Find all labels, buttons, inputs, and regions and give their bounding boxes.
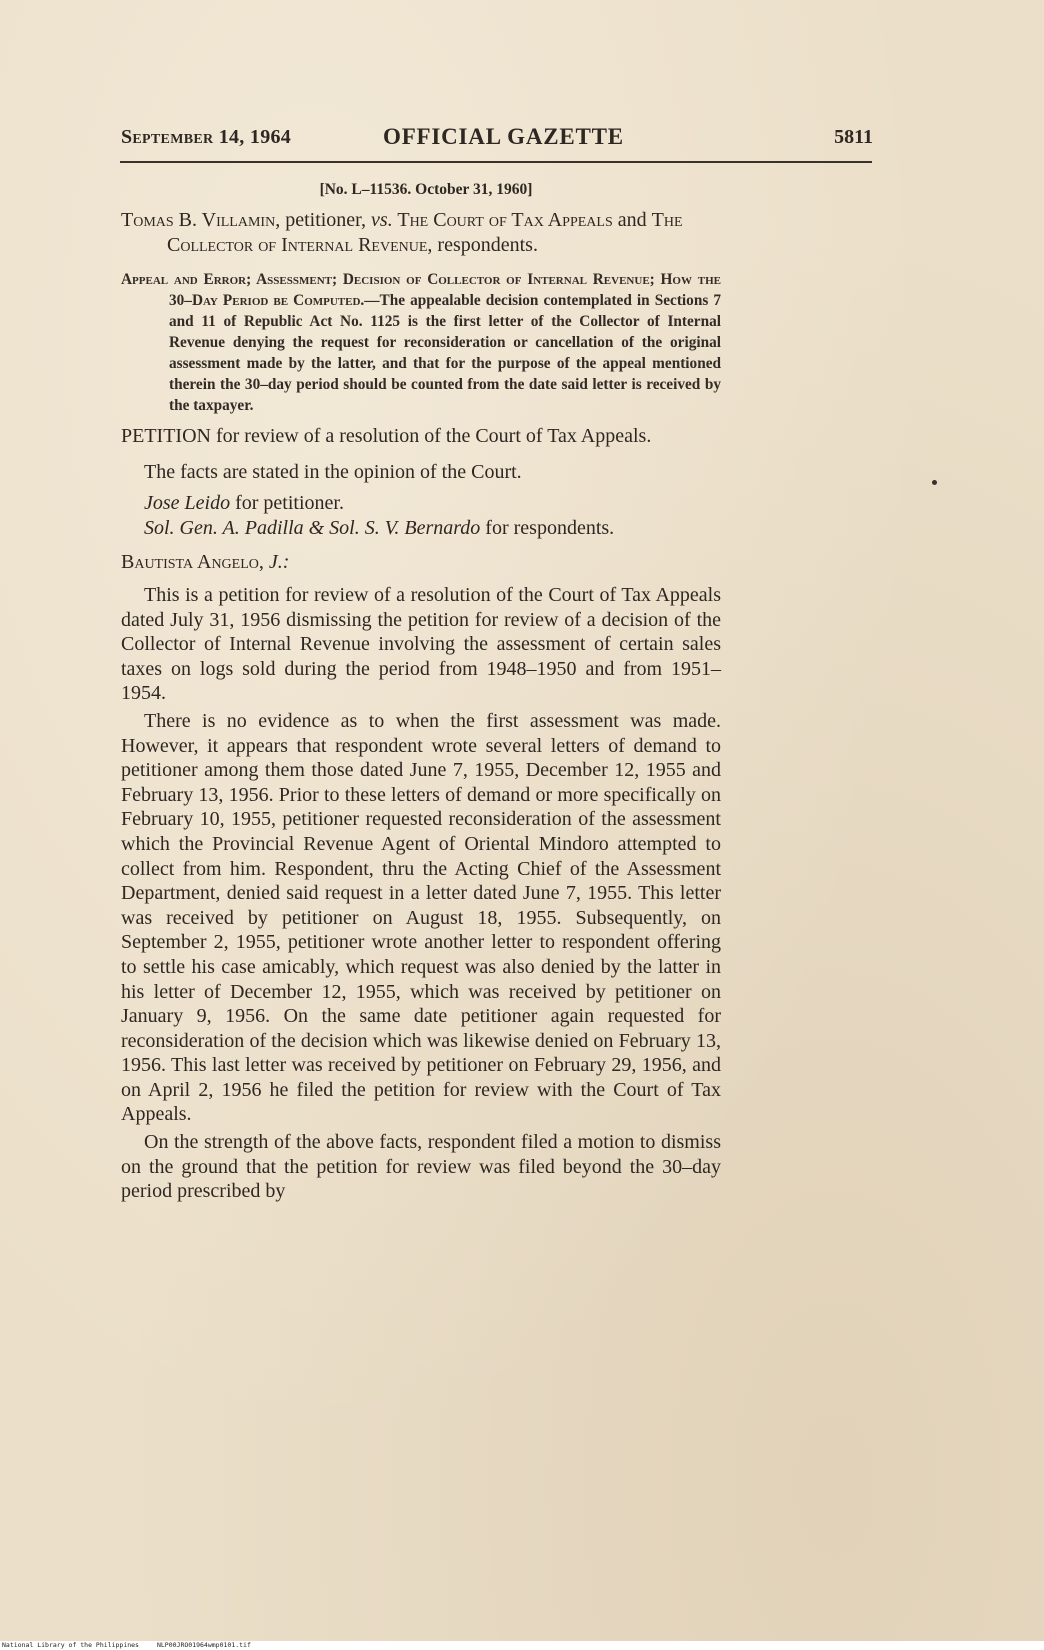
scan-footer: [0, 1641, 1044, 1650]
respondents-role: , respondents.: [427, 234, 538, 256]
justice-name: Bautista Angelo: [121, 551, 259, 573]
facts-statement: The facts are stated in the opinion of the Court.: [144, 461, 522, 483]
ink-dot: [932, 480, 937, 485]
page-number: 5811: [834, 126, 873, 148]
and-connector: and: [612, 209, 652, 231]
opinion-paragraph: On the strength of the above facts, respondent filed a motion to dismiss on the ground that the petition for review was filed beyond the 30–day period prescribed by: [121, 1131, 721, 1203]
petitioner-name: Tomas B. Villamin: [121, 209, 276, 231]
opinion-paragraph: There is no evidence as to when the first assessment was made. However, it appears that respondent wrote several letters of demand to petitioner among them those dated June 7, 1955, December 12, 1955 and February 13, 1956. Prior to these letters of demand or more specifically on February 10, 1955, petitioner requested reconsideration of the assessment which the Provincial Revenue Agent of Oriental Mindoro attempted to collect from him. Respondent, thru the Acting Chief of the Assessment Department, denied said request in a letter dated June 7, 1955. This letter was received by petitioner on August 18, 1955. Subsequently, on September 2, 1955, petitioner wrote another letter to respondent offering to settle his case amicably, which request was also denied by the latter in his letter of December 12, 1955, which was received by petitioner on January 9, 1956. On the same date petitioner again requested for reconsideration of the decision which was likewise denied on February 13, 1956. This last letter was received by petitioner on February 29, 1956, and on April 2, 1956 he filed the petition for review with the Court of Tax Appeals.: [121, 709, 721, 1126]
petition-text: for review of a resolution of the Court of Tax Appeals.: [210, 425, 652, 447]
justice-sep: ,: [258, 551, 269, 573]
docket-number: [No. L–11536. October 31, 1960]: [319, 181, 533, 198]
petitioner-role: , petitioner,: [275, 209, 372, 231]
respondent-collector: The Collector of Internal Revenue: [167, 209, 683, 256]
footer-library: National Library of the Philippines: [2, 1641, 139, 1649]
petition-line: [121, 424, 721, 449]
header-date: September 14, 1964: [121, 126, 292, 148]
header-rule: [120, 161, 872, 163]
page-header: [121, 124, 873, 154]
respondent-court: The Court of Tax Appeals: [392, 209, 613, 231]
syllabus-heading: Appeal and Error; Assessment; Decision of Collector of Internal Revenue; How the 30–Day Period be Computed.: [121, 271, 721, 309]
respondent-counsel-suffix: for respondents.: [480, 517, 615, 539]
footer-file: NLP00JRO01964wmp0101.tif: [156, 1641, 251, 1649]
petition-label: PETITION: [121, 425, 211, 447]
syllabus-text: —The appealable decision contemplated in Sections 7 and 11 of Republic Act No. 1125 is the first letter of the Collector of Internal Revenue denying the request for reconsideration or cancellation of the original assessment made by the latter, and that for the purpose of the appeal mentioned therein the 30–day period should be counted from the date said letter is received by the taxpayer.: [169, 292, 722, 414]
syllabus: [121, 269, 721, 416]
respondent-counsel: Sol. Gen. A. Padilla & Sol. S. V. Bernardo: [144, 517, 481, 539]
versus: vs.: [371, 209, 393, 231]
opinion-paragraph: This is a petition for review of a resolution of the Court of Tax Appeals dated July 31, 1956 dismissing the petition for review of a decision of the Collector of Internal Revenue involving the assessment of certain sales taxes on logs sold during the period from 1948–1950 and from 1951–1954.: [121, 584, 721, 705]
publication-title: OFFICIAL GAZETTE: [383, 124, 624, 149]
petitioner-counsel: Jose Leido: [144, 492, 231, 514]
case-parties: [121, 208, 721, 258]
respondent-counsel-line: [121, 516, 721, 541]
ponente: [121, 550, 721, 575]
petitioner-counsel-suffix: for petitioner.: [230, 492, 344, 514]
justice-title: J.:: [268, 551, 290, 573]
petitioner-counsel-line: [121, 491, 721, 516]
case-content: [121, 181, 721, 1204]
